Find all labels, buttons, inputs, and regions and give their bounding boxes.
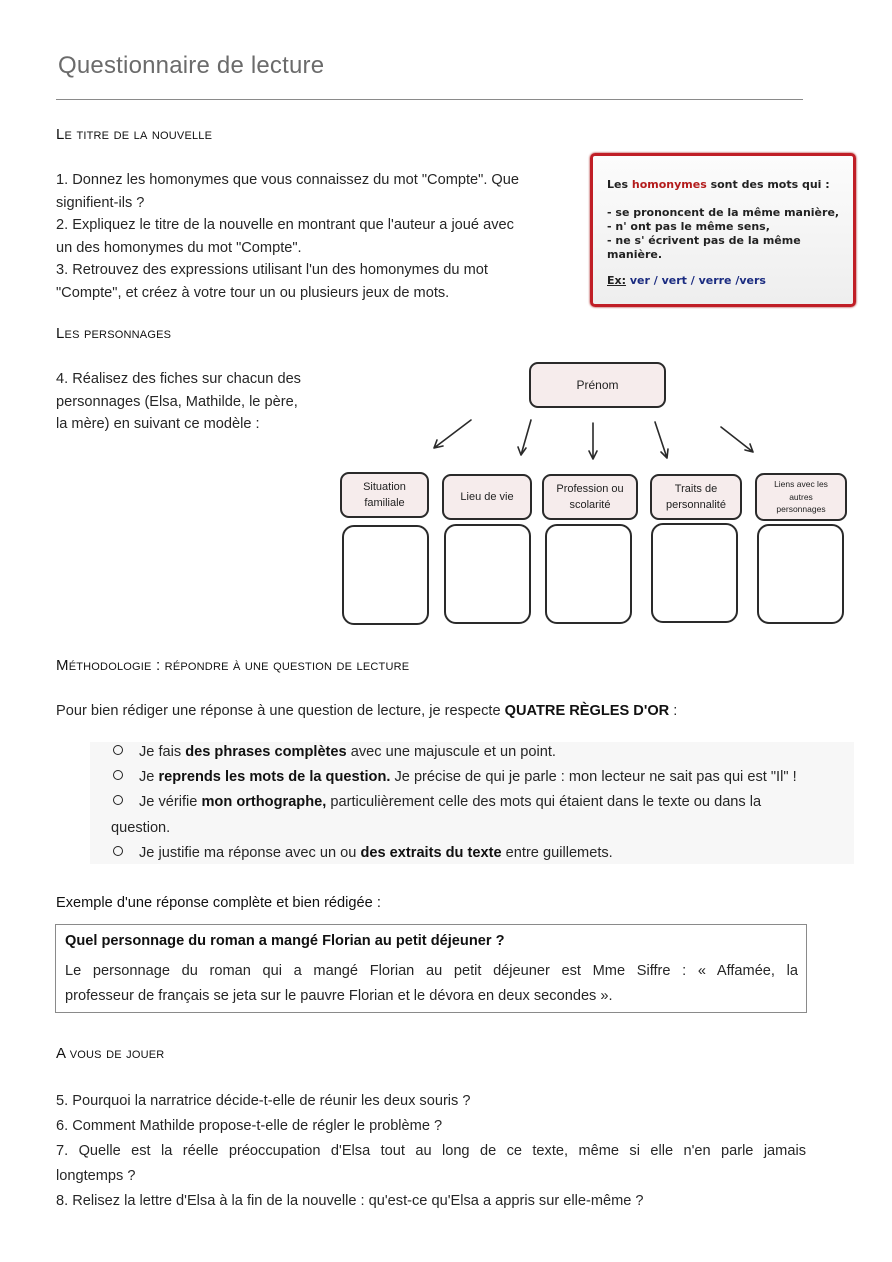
golden-rule-3-continuation: question. bbox=[111, 820, 171, 836]
diagram-root-prenom: Prénom bbox=[529, 362, 666, 408]
diagram-node-profession: Profession ou scolarité bbox=[542, 474, 638, 520]
diagram-answer-box-2 bbox=[444, 524, 531, 624]
section-heading-titre: Le titre de la nouvelle bbox=[56, 126, 213, 143]
diagram-answer-box-5 bbox=[757, 524, 844, 624]
golden-rule-4: Je justifie ma réponse avec un ou des extraits du texte entre guillemets. bbox=[113, 845, 613, 861]
question-2-line1: 2. Expliquez le titre de la nouvelle en montrant que l'auteur a joué avec bbox=[56, 217, 514, 233]
section-heading-a-vous-de-jouer: A vous de jouer bbox=[56, 1045, 165, 1062]
diagram-answer-box-1 bbox=[342, 525, 429, 625]
diagram-node-lieu-de-vie: Lieu de vie bbox=[442, 474, 532, 520]
question-3-line2: "Compte", et créez à votre tour un ou plusieurs jeux de mots. bbox=[56, 284, 450, 301]
question-4: 4. Réalisez des fiches sur chacun des personnages (Elsa, Mathilde, le père, la mère) en suivant ce modèle : bbox=[56, 371, 301, 432]
circle-bullet-icon bbox=[113, 745, 123, 755]
circle-bullet-icon bbox=[113, 770, 123, 780]
homonymes-example: Ex: ver / vert / verre /vers bbox=[607, 274, 766, 287]
homonymes-highlight: homonymes bbox=[631, 178, 707, 191]
homonymes-intro: Les homonymes sont des mots qui : bbox=[607, 178, 830, 191]
example-heading: Exemple d'une réponse complète et bien rédigée : bbox=[56, 895, 381, 911]
page-title: Questionnaire de lecture bbox=[58, 52, 325, 79]
diagram-answer-box-4 bbox=[651, 523, 738, 623]
diagram-node-situation-familiale: Situation familiale bbox=[340, 472, 429, 518]
methodologie-intro: Pour bien rédiger une réponse à une question de lecture, je respecte QUATRE RÈGLES D'OR : bbox=[56, 703, 678, 719]
circle-bullet-icon bbox=[113, 795, 123, 805]
section-heading-personnages: Les personnages bbox=[56, 325, 172, 342]
question-3-line1: 3. Retrouvez des expressions utilisant l'un des homonymes du mot bbox=[56, 262, 488, 278]
question-1-line2: signifient-ils ? bbox=[56, 194, 145, 211]
golden-rule-3: Je vérifie mon orthographe, particulièrement celle des mots qui étaient dans le texte ou dans la bbox=[113, 794, 761, 810]
homonymes-rule-1: - se prononcent de la même manière, bbox=[607, 206, 840, 219]
homonymes-rule-2: - n' ont pas le même sens, bbox=[607, 220, 770, 233]
example-answer-box bbox=[55, 924, 807, 1013]
golden-rule-1: Je fais des phrases complètes avec une majuscule et un point. bbox=[113, 744, 556, 760]
question-8: 8. Relisez la lettre d'Elsa à la fin de la nouvelle : qu'est-ce qu'Elsa a appris sur elle-même ? bbox=[56, 1193, 644, 1209]
example-answer: Le personnage du roman qui a mangé Florian au petit déjeuner est Mme Siffre : « Affamée, la professeur de français se jeta sur le pauvre Florian et le dévora en deux secondes ». bbox=[65, 963, 798, 1004]
diagram-node-liens: Liens avec les autres personnages bbox=[755, 473, 847, 521]
circle-bullet-icon bbox=[113, 846, 123, 856]
question-7-line1: 7. Quelle est la réelle préoccupation d'Elsa tout au long de ce texte, même si elle n'en parle jamais bbox=[56, 1143, 806, 1159]
question-7-line2: longtemps ? bbox=[56, 1168, 136, 1184]
golden-rule-2: Je reprends les mots de la question. Je précise de qui je parle : mon lecteur ne sait pas qui est "Il" ! bbox=[113, 769, 797, 785]
questions-jouer bbox=[56, 1089, 806, 1214]
diagram-answer-box-3 bbox=[545, 524, 632, 624]
quatre-regles-bold: QUATRE RÈGLES D'OR bbox=[504, 703, 670, 719]
question-5: 5. Pourquoi la narratrice décide-t-elle de réunir les deux souris ? bbox=[56, 1093, 471, 1109]
question-2-line2: un des homonymes du mot "Compte". bbox=[56, 239, 302, 256]
section-heading-methodologie: Méthodologie : répondre à une question de lecture bbox=[56, 657, 410, 674]
homonymes-rule-3: - ne s' écrivent pas de la même manière. bbox=[607, 234, 801, 261]
question-6: 6. Comment Mathilde propose-t-elle de régler le problème ? bbox=[56, 1118, 443, 1134]
example-question: Quel personnage du roman a mangé Florian au petit déjeuner ? bbox=[65, 933, 505, 949]
diagram-node-traits-personnalite: Traits de personnalité bbox=[650, 474, 742, 520]
question-1-line1: 1. Donnez les homonymes que vous connaissez du mot "Compte". Que bbox=[56, 172, 520, 188]
